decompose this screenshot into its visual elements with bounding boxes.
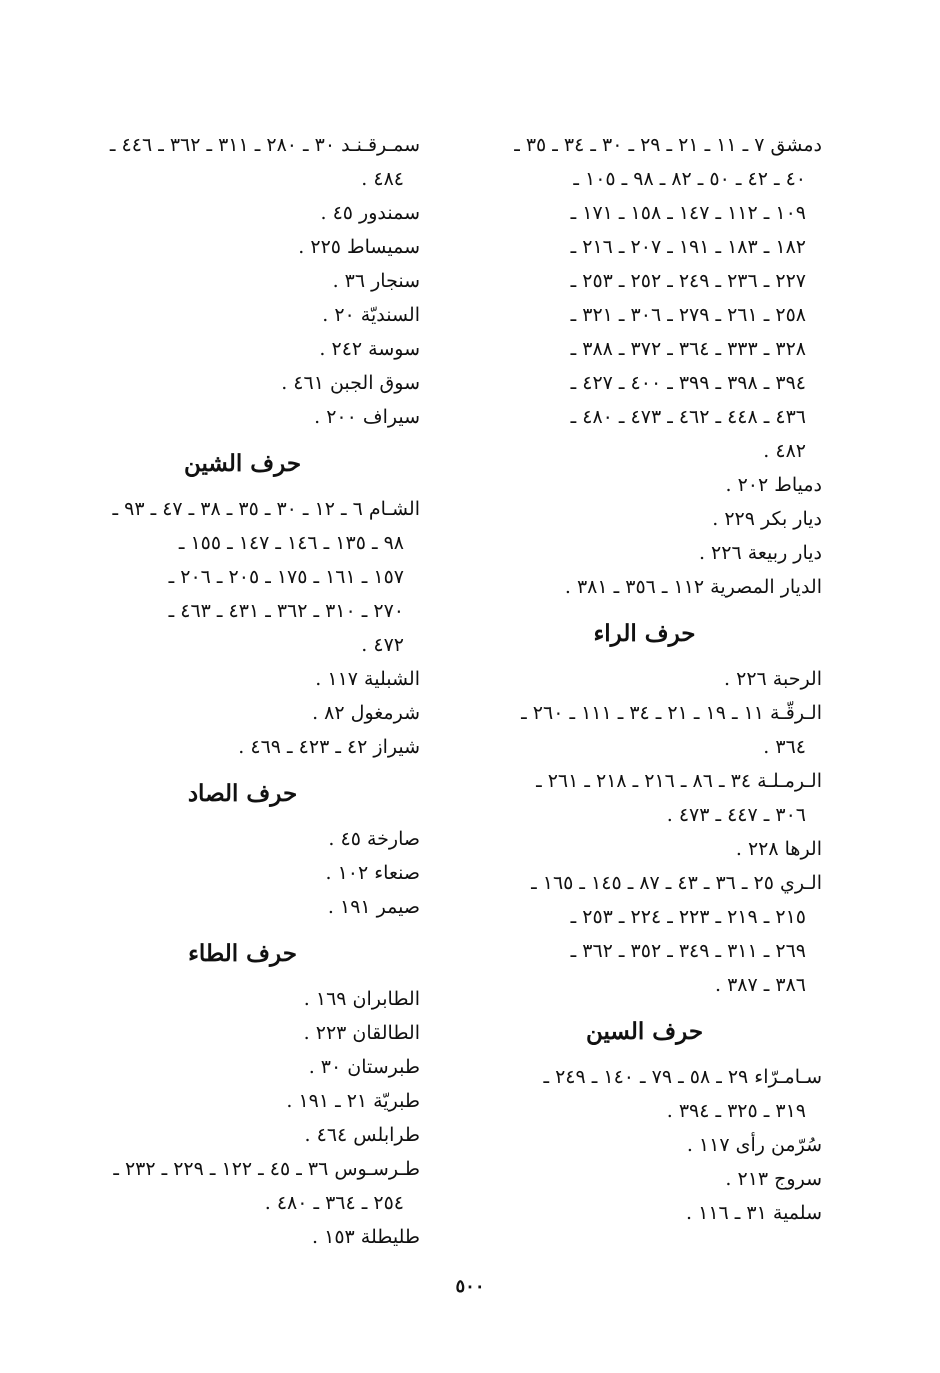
index-entry: السنديّة ٢٠ . (322, 304, 420, 326)
index-entry-continuation: ١٨٢ ـ ١٨٣ ـ ١٩١ ـ ٢٠٧ ـ ٢١٦ ـ (570, 236, 806, 258)
index-entry: سوق الجبن ٤٦١ . (281, 372, 420, 394)
index-entry: سمـرقـنـد ٣٠ ـ ٢٨٠ ـ ٣١١ ـ ٣٦٢ ـ ٤٤٦ ـ (109, 134, 420, 156)
index-entry: ديار ربيعة ٢٢٦ . (698, 542, 822, 564)
index-entry-continuation: ١٠٩ ـ ١١٢ ـ ١٤٧ ـ ١٥٨ ـ ١٧١ ـ (570, 202, 806, 224)
index-entry: الـرقّـة ١١ ـ ١٩ ـ ٢١ ـ ٣٤ ـ ١١١ ـ ٢٦٠ ـ (521, 702, 822, 724)
left-column (65, 128, 420, 1254)
index-entry: صارخة ٤٥ . (328, 828, 420, 850)
section-heading: حرف الصاد (187, 780, 298, 807)
index-entry-continuation: ٤٨٤ . (361, 168, 404, 190)
index-entry-continuation: ٢٥٨ ـ ٢٦١ ـ ٢٧٩ ـ ٣٠٦ ـ ٣٢١ ـ (570, 304, 806, 326)
index-entry: طبريّة ٢١ ـ ١٩١ . (286, 1090, 420, 1112)
index-entry: سمندور ٤٥ . (320, 202, 420, 224)
index-entry: سلمية ٣١ ـ ١١٦ . (686, 1202, 822, 1224)
index-entry: الشبلية ١١٧ . (315, 668, 420, 690)
index-entry: الـري ٢٥ ـ ٣٦ ـ ٤٣ ـ ٨٧ ـ ١٤٥ ـ ١٦٥ ـ (531, 872, 822, 894)
index-entry-continuation: ٣٠٦ ـ ٤٤٧ ـ ٤٧٣ . (666, 804, 806, 826)
index-entry-continuation: ٤٠ ـ ٤٢ ـ ٥٠ ـ ٨٢ ـ ٩٨ ـ ١٠٥ ـ (573, 168, 806, 190)
index-entry: الطالقان ٢٢٣ . (303, 1022, 420, 1044)
section-heading: حرف الراء (593, 620, 696, 647)
right-column (467, 128, 822, 1230)
index-entry: صنعاء ١٠٢ . (325, 862, 420, 884)
index-entry: دمشق ٧ ـ ١١ ـ ٢١ ـ ٢٩ ـ ٣٠ ـ ٣٤ ـ ٣٥ ـ (514, 134, 822, 156)
index-entry-continuation: ٢١٥ ـ ٢١٩ ـ ٢٢٣ ـ ٢٢٤ ـ ٢٥٣ ـ (570, 906, 806, 928)
page-number: ٥٠٠ (455, 1276, 485, 1297)
index-entry-continuation: ٣٢٨ ـ ٣٣٣ ـ ٣٦٤ ـ ٣٧٢ ـ ٣٨٨ ـ (570, 338, 806, 360)
index-entry: الرحبة ٢٢٦ . (724, 668, 822, 690)
index-entry: طـرسـوس ٣٦ ـ ٤٥ ـ ١٢٢ ـ ٢٢٩ ـ ٢٣٢ ـ (113, 1158, 420, 1180)
index-entry-continuation: ٣٩٤ ـ ٣٩٨ ـ ٣٩٩ ـ ٤٠٠ ـ ٤٢٧ ـ (570, 372, 806, 394)
index-entry: شرمغول ٨٢ . (312, 702, 420, 724)
index-entry: ديار بكر ٢٢٩ . (712, 508, 822, 530)
index-entry-continuation: ٣١٩ ـ ٣٢٥ ـ ٣٩٤ . (666, 1100, 806, 1122)
index-entry: سُرّمن رأى ١١٧ . (686, 1134, 822, 1156)
index-entry: طرابلس ٤٦٤ . (304, 1124, 420, 1146)
index-entry: صيمر ١٩١ . (327, 896, 420, 918)
index-entry: دمياط ٢٠٢ . (725, 474, 822, 496)
index-entry-continuation: ٢٥٤ ـ ٣٦٤ ـ ٤٨٠ . (264, 1192, 404, 1214)
index-entry: طبرستان ٣٠ . (308, 1056, 420, 1078)
index-entry-continuation: ٤٨٢ . (763, 440, 806, 462)
index-entry-continuation: ٤٣٦ ـ ٤٤٨ ـ ٤٦٢ ـ ٤٧٣ ـ ٤٨٠ ـ (570, 406, 806, 428)
section-heading: حرف الطاء (188, 940, 297, 967)
index-entry: الطابران ١٦٩ . (303, 988, 420, 1010)
section-heading: حرف السين (585, 1018, 704, 1045)
index-entry-continuation: ١٥٧ ـ ١٦١ ـ ١٧٥ ـ ٢٠٥ ـ ٢٠٦ ـ (168, 566, 404, 588)
section-heading: حرف الشين (183, 450, 302, 477)
index-entry: الشـام ٦ ـ ١٢ ـ ٣٠ ـ ٣٥ ـ ٣٨ ـ ٤٧ ـ ٩٣ ـ (112, 498, 420, 520)
index-entry: شيراز ٤٢ ـ ٤٢٣ ـ ٤٦٩ . (238, 736, 420, 758)
index-entry-continuation: ٣٨٦ ـ ٣٨٧ . (715, 974, 806, 996)
index-entry: الديار المصرية ١١٢ ـ ٣٥٦ ـ ٣٨١ . (564, 576, 822, 598)
index-entry: سميساط ٢٢٥ . (298, 236, 420, 258)
index-entry-continuation: ٤٧٢ . (361, 634, 404, 656)
index-entry: سنجار ٣٦ . (332, 270, 420, 292)
index-entry: سوسة ٢٤٢ . (319, 338, 420, 360)
index-entry: سـامـرّاء ٢٩ ـ ٥٨ ـ ٧٩ ـ ١٤٠ ـ ٢٤٩ ـ (543, 1066, 822, 1088)
index-entry: الـرمـلـة ٣٤ ـ ٨٦ ـ ٢١٦ ـ ٢١٨ ـ ٢٦١ ـ (536, 770, 822, 792)
index-entry: الرها ٢٢٨ . (735, 838, 822, 860)
index-entry: سيراف ٢٠٠ . (314, 406, 420, 428)
index-entry-continuation: ٢٦٩ ـ ٣١١ ـ ٣٤٩ ـ ٣٥٢ ـ ٣٦٢ ـ (570, 940, 806, 962)
index-entry-continuation: ٩٨ ـ ١٣٥ ـ ١٤٦ ـ ١٤٧ ـ ١٥٥ ـ (178, 532, 404, 554)
index-entry-continuation: ٣٦٤ . (763, 736, 806, 758)
index-entry: سروج ٢١٣ . (725, 1168, 822, 1190)
index-entry-continuation: ٢٧٠ ـ ٣١٠ ـ ٣٦٢ ـ ٤٣١ ـ ٤٦٣ ـ (168, 600, 404, 622)
index-entry: طليطلة ١٥٣ . (312, 1226, 420, 1248)
index-entry-continuation: ٢٢٧ ـ ٢٣٦ ـ ٢٤٩ ـ ٢٥٢ ـ ٢٥٣ ـ (570, 270, 806, 292)
